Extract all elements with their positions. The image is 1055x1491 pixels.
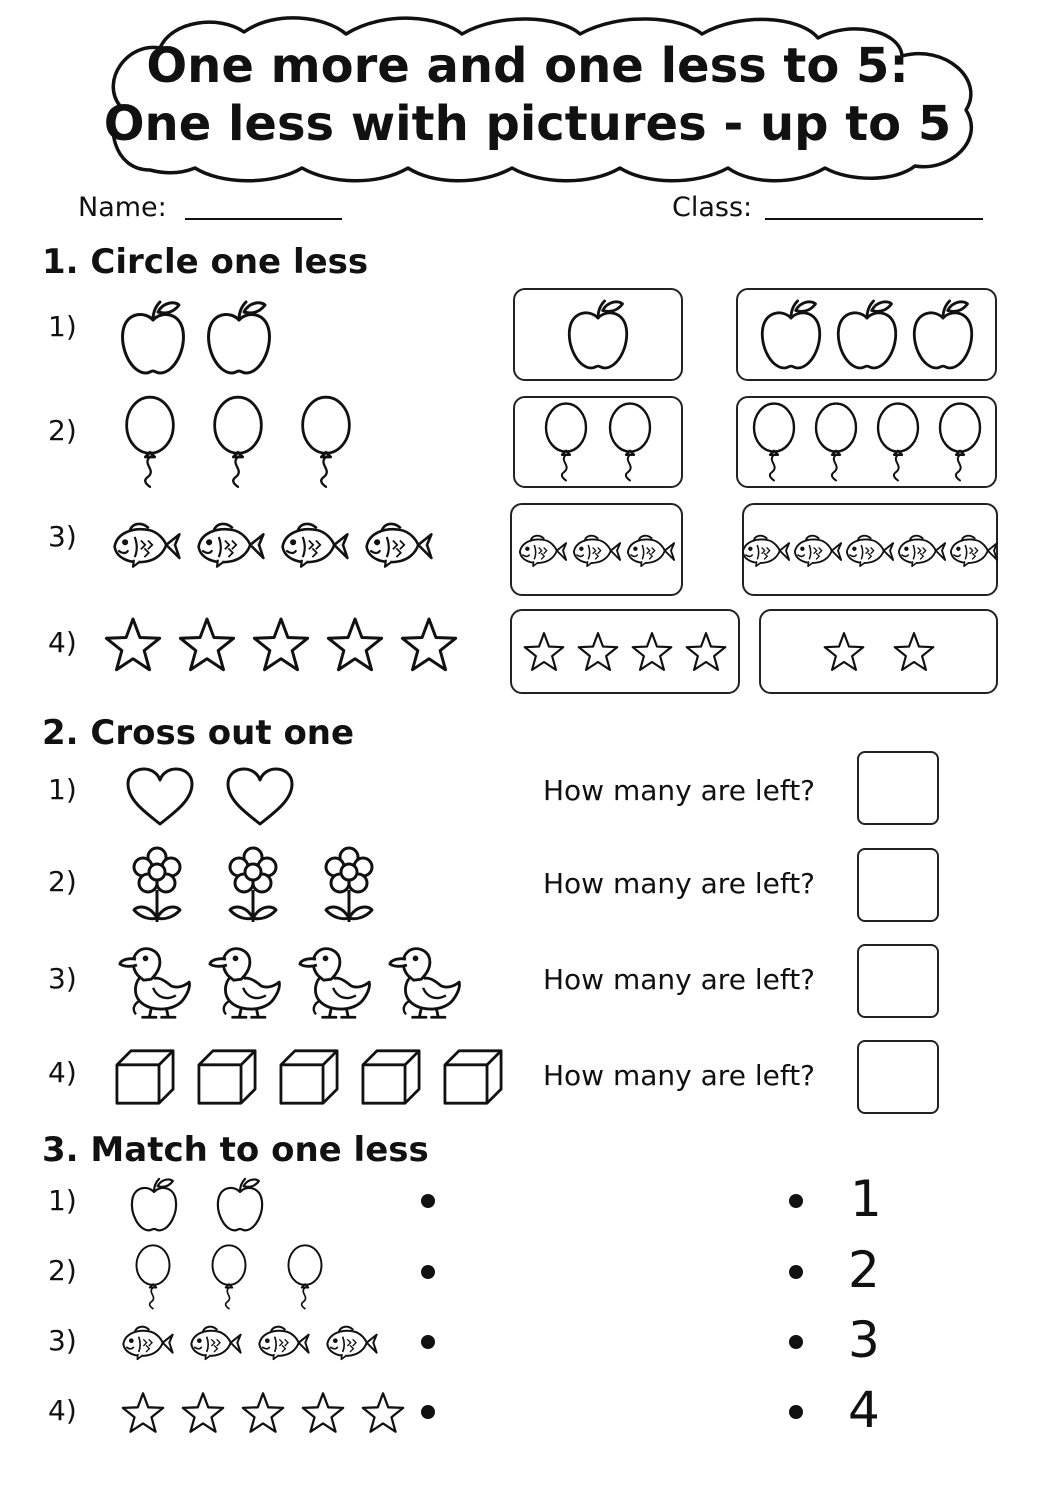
s2-row-1-answer-box[interactable] [857, 751, 939, 825]
s1-row-3-label: 3) [48, 520, 77, 553]
s3-number-3: 3 [848, 1311, 880, 1369]
star-icon [103, 616, 163, 674]
s1-row-1-option-a[interactable] [513, 288, 683, 381]
heart-icon [225, 766, 295, 828]
balloon-icon [936, 402, 984, 482]
class-label: Class: [672, 192, 753, 223]
fish-icon [257, 1322, 311, 1362]
name-label: Name: [78, 192, 167, 223]
s3-right-dot-2[interactable] [789, 1265, 803, 1279]
apple-icon [128, 1176, 180, 1234]
section-2-title: 2. Cross out one [42, 713, 355, 753]
worksheet-title-line-2: One less with pictures - up to 5 [103, 96, 952, 152]
star-icon [177, 616, 237, 674]
s3-number-1: 1 [850, 1170, 882, 1228]
s2-row-4-label: 4) [48, 1056, 77, 1089]
s2-row-3-label: 3) [48, 962, 77, 995]
s2-row-1-label: 1) [48, 773, 77, 806]
star-icon [576, 631, 620, 673]
flower-icon [127, 846, 187, 926]
s1-row-3-option-b[interactable] [742, 503, 998, 596]
balloon-icon [210, 394, 266, 490]
worksheet-title-line-1: One more and one less to 5: [146, 38, 909, 94]
s3-left-dot-2[interactable] [421, 1265, 435, 1279]
s3-right-dot-1[interactable] [789, 1194, 803, 1208]
fish-icon [196, 516, 266, 572]
s1-row-1-label: 1) [48, 310, 77, 343]
s3-number-2: 2 [848, 1241, 880, 1299]
fish-icon [518, 531, 568, 569]
balloon-icon [282, 1244, 328, 1310]
s3-number-4: 4 [848, 1381, 880, 1439]
class-line[interactable] [765, 218, 983, 220]
balloon-icon [874, 402, 922, 482]
star-icon [325, 616, 385, 674]
star-icon [120, 1391, 166, 1435]
s3-row-3-pictures [121, 1322, 379, 1362]
apple-icon [204, 298, 274, 378]
fish-icon [845, 531, 895, 569]
star-icon [300, 1391, 346, 1435]
star-icon [251, 616, 311, 674]
s1-row-4-option-a[interactable] [510, 609, 740, 694]
s2-row-3-question: How many are left? [543, 963, 816, 996]
s2-row-3-pictures [117, 944, 463, 1024]
star-icon [892, 631, 936, 673]
duck-icon [117, 944, 193, 1024]
duck-icon [207, 944, 283, 1024]
s1-row-2-label: 2) [48, 414, 77, 447]
s3-row-2-pictures [130, 1244, 328, 1310]
s3-left-dot-4[interactable] [421, 1405, 435, 1419]
fish-icon [280, 516, 350, 572]
star-icon [684, 631, 728, 673]
fish-icon [189, 1322, 243, 1362]
title-cloud-frame [0, 0, 1055, 190]
apple-icon [834, 297, 900, 373]
s2-row-2-label: 2) [48, 865, 77, 898]
cube-icon [114, 1048, 176, 1106]
s1-row-4-label: 4) [48, 626, 77, 659]
cube-icon [442, 1048, 504, 1106]
fish-icon [793, 531, 843, 569]
cube-icon [360, 1048, 422, 1106]
s2-row-2-question: How many are left? [543, 867, 816, 900]
name-line[interactable] [185, 218, 342, 220]
s1-row-1-option-b[interactable] [736, 288, 997, 381]
s1-row-2-option-b[interactable] [736, 396, 997, 488]
s3-row-4-label: 4) [48, 1394, 77, 1427]
s1-row-4-pictures [103, 616, 459, 674]
apple-icon [214, 1176, 266, 1234]
fish-icon [121, 1322, 175, 1362]
fish-icon [364, 516, 434, 572]
s3-right-dot-4[interactable] [789, 1405, 803, 1419]
s3-right-dot-3[interactable] [789, 1335, 803, 1349]
balloon-icon [298, 394, 354, 490]
star-icon [399, 616, 459, 674]
star-icon [522, 631, 566, 673]
s1-row-3-option-a[interactable] [510, 503, 683, 596]
cube-icon [196, 1048, 258, 1106]
star-icon [360, 1391, 406, 1435]
section-1-title: 1. Circle one less [42, 242, 369, 282]
fish-icon [572, 531, 622, 569]
s2-row-3-answer-box[interactable] [857, 944, 939, 1018]
balloon-icon [122, 394, 178, 490]
s2-row-2-answer-box[interactable] [857, 848, 939, 922]
balloon-icon [130, 1244, 176, 1310]
star-icon [180, 1391, 226, 1435]
s3-left-dot-3[interactable] [421, 1335, 435, 1349]
section-3-title: 3. Match to one less [42, 1130, 429, 1170]
balloon-icon [812, 402, 860, 482]
star-icon [630, 631, 674, 673]
balloon-icon [206, 1244, 252, 1310]
fish-icon [626, 531, 676, 569]
apple-icon [758, 297, 824, 373]
fish-icon [112, 516, 182, 572]
star-icon [822, 631, 866, 673]
s2-row-4-pictures [114, 1048, 504, 1106]
apple-icon [910, 297, 976, 373]
s1-row-1-pictures [118, 298, 274, 378]
balloon-icon [606, 402, 654, 482]
s3-row-3-label: 3) [48, 1324, 77, 1357]
s2-row-4-question: How many are left? [543, 1059, 816, 1092]
s3-row-1-pictures [128, 1176, 266, 1234]
duck-icon [387, 944, 463, 1024]
s3-row-2-label: 2) [48, 1254, 77, 1287]
flower-icon [223, 846, 283, 926]
s2-row-4-answer-box[interactable] [857, 1040, 939, 1114]
s3-left-dot-1[interactable] [421, 1194, 435, 1208]
s1-row-3-pictures [112, 516, 434, 572]
cube-icon [278, 1048, 340, 1106]
s2-row-2-pictures [127, 846, 379, 926]
s3-row-4-pictures [120, 1391, 406, 1435]
fish-icon [949, 531, 999, 569]
heart-icon [125, 766, 195, 828]
s1-row-4-option-b[interactable] [759, 609, 998, 694]
s2-row-1-pictures [125, 766, 295, 828]
apple-icon [565, 297, 631, 373]
s3-row-1-label: 1) [48, 1184, 77, 1217]
fish-icon [325, 1322, 379, 1362]
duck-icon [297, 944, 373, 1024]
flower-icon [319, 846, 379, 926]
star-icon [240, 1391, 286, 1435]
balloon-icon [542, 402, 590, 482]
s1-row-2-option-a[interactable] [513, 396, 683, 488]
s2-row-1-question: How many are left? [543, 774, 816, 807]
fish-icon [741, 531, 791, 569]
s1-row-2-pictures [122, 394, 354, 490]
balloon-icon [750, 402, 798, 482]
apple-icon [118, 298, 188, 378]
fish-icon [897, 531, 947, 569]
